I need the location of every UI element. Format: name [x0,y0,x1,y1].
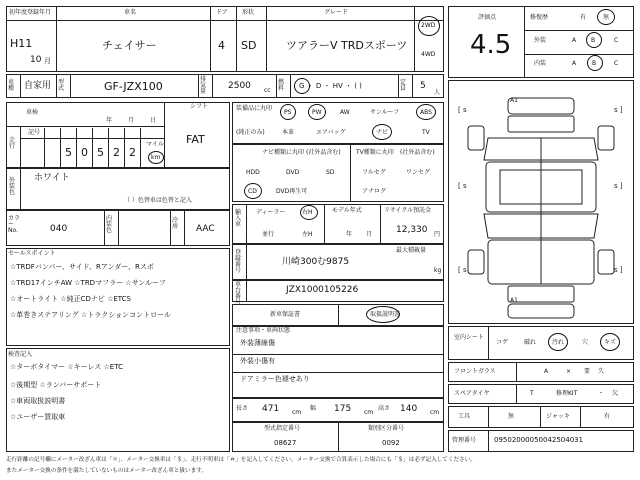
capacity-label: 定員 [400,79,407,92]
max-load-label: 最大積載量 [396,247,427,254]
warranty-new: 新車保証書 [270,311,301,318]
grade-label: グレード [324,9,349,16]
door-label: ドア [216,9,228,16]
repair-yes: 有 [580,14,587,21]
jack-label: ジャッキ [546,413,570,420]
int-grade-c: C [614,60,619,67]
seat-scratch: キズ [604,339,616,346]
car-name-label: 車名 [124,9,137,16]
drive-2wd: 2WD [421,22,436,29]
body-label: 形状 [242,9,255,16]
tools-label: 工具 [458,413,471,420]
int-label: 内装 [534,60,547,67]
ac-value: AAC [196,224,215,234]
note-line: 外装小傷有 [240,357,275,365]
equipment-label: 装備品に丸印 [236,105,273,112]
spare-kit: 修理KIT [556,390,578,397]
nav-sd: SD [326,169,335,176]
inspection-day: 日 [150,117,157,124]
equip-abs: ABS [420,109,432,116]
equip-pw: PW [312,109,322,116]
equipment-sublabel: (純正のみ) [236,129,265,136]
tv-sub: (社外品含む) [400,149,435,156]
spare-missing: 欠 [612,390,619,397]
warranty-manual: 取扱説明書 [370,311,401,318]
height-label: 高さ [378,405,391,412]
doors: 4 [218,39,225,52]
mileage-note: 記号 [28,129,41,136]
tv-analog: アナログ [362,188,387,195]
recycle-label: リサイクル預託金 [384,207,432,214]
inspector-label: 検査記入 [8,351,33,358]
plate-label: 登録番号 [235,249,242,274]
import-label: 輸入車 [235,209,242,228]
mgmt-value: 09502000050042504031 [494,436,584,444]
class-value: 0092 [382,439,400,447]
nav-dvd-play: DVD再生可 [276,188,308,195]
height-unit: cm [430,409,440,416]
exterior-note: （ ）色替車は色替と記入 [124,197,192,204]
recycle-value: 12,330 [396,225,428,235]
spare-t: T [530,390,534,397]
inspection-year: 年 [106,117,113,124]
nav-sub: (社外品含む) [306,149,341,156]
tv-fullseg: フルセグ [362,169,386,176]
interior-seat-label: 室内シート [454,334,485,341]
fuel-options: G ・ D ・ HV ・ ( ) [299,82,362,90]
inspector-line: ☆ユーザー買取車 [10,413,66,421]
equip-ps: PS [284,109,292,116]
displacement: 2500 [228,81,251,91]
ext-label: 外装 [534,37,547,44]
footer-line-1: 走行距離の記号欄にメーター改ざん車は「＊」、メーター交換車は「＄」、走行不明車は「＃」を記入してください。メーター交換で合算表示した場合にも「＄」は必ず記入してください。 [6,457,476,463]
inspector-line: ☆後期型 ☆ランバーサポート [10,381,102,389]
body-type: SD [241,39,257,52]
sales-point-line: ☆TRD17インチAW ☆TRDマフラー ☆サンルーフ [10,279,166,287]
reg-year: H11 [10,37,33,50]
diagram-mark-a1: A1 [510,97,518,104]
color-code: 040 [50,224,68,234]
disp-unit: cc [264,87,271,94]
reg-year-label: 初年度登録年月 [9,9,52,16]
ext-grade-a: A [572,37,577,44]
capacity: 5 [420,81,426,91]
svg-text:[ s: [ s [458,106,467,114]
car-outline-diagram [448,80,634,324]
use-type: 自家用 [24,81,52,91]
seat-burn: コゲ [496,339,509,346]
exterior-color: ホワイト [34,173,70,183]
tools-value: 無 [508,413,515,420]
nav-label: ナビ種類に丸印 [262,149,305,156]
model-year-month: 月 [366,231,373,238]
model-year-year: 年 [346,231,353,238]
sales-point-line: ☆革巻きステアリング ☆トラクションコントロール [10,311,171,319]
capacity-unit: 人 [434,89,441,96]
inspection-month: 月 [128,117,135,124]
equip-leather: 本革 [282,129,295,136]
model-year-label: モデル年式 [332,207,362,214]
equip-tv: TV [422,129,430,136]
mileage-digit: 2 [129,146,136,159]
chassis-label: 車台番号 [235,281,242,306]
int-grade-b: B [592,60,597,67]
front-glass-ex: 久 [598,368,605,375]
inspector-line: ☆車両取扱説明書 [10,397,66,405]
diagram-mark-a1-rear: A1 [510,297,518,304]
recycle-unit: 円 [434,231,441,238]
row2 [6,74,444,98]
equip-aw: AW [340,109,350,116]
width-unit: cm [364,409,374,416]
mileage-digit: 5 [65,146,72,159]
spare-label: スペアタイヤ [454,390,490,397]
width-value: 175 [334,404,352,414]
drive-4wd: 4WD [421,51,436,58]
ac-label: 冷房 [172,217,179,230]
score-label: 評価点 [478,14,497,21]
front-glass-x: × [566,368,572,375]
inspector-line: ☆ターボタイマー ☆キーレス ☆ETC [10,363,123,371]
grade: ツアラーV TRDスポーツ [286,39,408,52]
jack-value: 有 [604,413,611,420]
footer-line-2: またメーター交換の条件を満たしていないものはメーター改ざん車と扱います。 [6,468,207,474]
reg-month: 10 [30,55,42,65]
designation-label: 型式指定番号 [264,425,301,432]
exterior-label: 外装色 [9,177,16,196]
mileage-digit: 5 [97,146,104,159]
nav-hdd: HDD [246,169,260,176]
width-label: 幅 [310,405,317,412]
int-b-circle [587,55,603,71]
designation-value: 08627 [274,439,297,447]
sales-point-line: ☆オートライト ☆純正CDナビ ☆ETCS [10,295,131,303]
ext-grade-c: C [614,37,619,44]
score-value: 4.5 [470,30,512,60]
chassis-value: JZX1000105226 [286,285,359,295]
import-dealer: ディーラー [256,209,286,216]
front-glass-a: A [544,368,549,375]
fuel-label: 燃料 [278,79,285,92]
front-glass-need: 要 [584,368,591,375]
length-value: 471 [262,404,280,414]
svg-text:s ]: s ] [614,106,623,114]
nav-dvd: DVD [286,169,300,176]
import-left: 左H [302,231,313,238]
class-label: 類別区分番号 [368,425,405,432]
front-glass-label: フロントガラス [454,368,496,375]
import-parallel: 並行 [262,231,275,238]
svg-text:[ s: [ s [458,266,467,274]
max-load-unit: kg [434,267,442,274]
tv-label: TV種類に丸印 [356,149,394,156]
plate-value: 川崎300む9875 [282,257,350,267]
repair-no: 無 [603,14,610,21]
shift-value: FAT [186,133,205,146]
mileage-digit: 0 [81,146,88,159]
mileage-label: 走行 [9,137,16,150]
svg-text:[ s: [ s [458,182,467,190]
shift-label: シフト [190,103,209,110]
seat-tear: 破れ [524,339,537,346]
interior-color-label: 内装色 [106,215,113,234]
repair-label: 修復歴 [530,14,549,21]
sales-points-label: セールスポイント [8,250,56,257]
disp-label: 排気量 [200,76,207,95]
length-label: 長さ [236,405,249,412]
model-label: 型式 [58,79,65,92]
length-unit: cm [292,409,302,416]
color-code-label: カラーNo. [8,215,21,234]
nav-cd: CD [248,188,257,195]
inspection-label: 車検 [26,109,39,116]
mileage-unit-km: km [151,154,161,161]
svg-text:s ]: s ] [614,266,623,274]
import-right: 右H [302,209,313,216]
spare-dot: ・ [598,390,605,397]
tv-oneseg: ワンセグ [406,169,431,176]
sales-point-line: ☆TRDFバンパー、サイド、Rアンダー、Rスポ [10,263,154,271]
mileage-digit: 2 [113,146,120,159]
equip-navi: ナビ [376,129,389,136]
use-label: 車種 [8,79,15,92]
equip-airbag: エアバッグ [316,129,346,136]
seat-hole: 穴 [582,339,589,346]
note-line: 外装薄線傷 [240,339,275,347]
reg-month-unit: 月 [44,57,51,65]
equip-sunroof: サンルーフ [370,109,400,116]
mgmt-label: 管理番号 [452,437,477,444]
height-value: 140 [400,404,418,414]
svg-text:s ]: s ] [614,182,623,190]
note-line: ドアミラー色褪せあり [240,375,310,383]
car-name: チェイサー [102,39,157,52]
ext-grade-b: B [591,37,596,44]
notes-label: 注意事項・車両状態 [236,327,291,334]
model: GF-JZX100 [104,80,163,93]
seat-stain: 汚れ [552,339,565,346]
int-grade-a: A [572,60,577,67]
mileage-unit-mile: マイル [146,141,164,148]
